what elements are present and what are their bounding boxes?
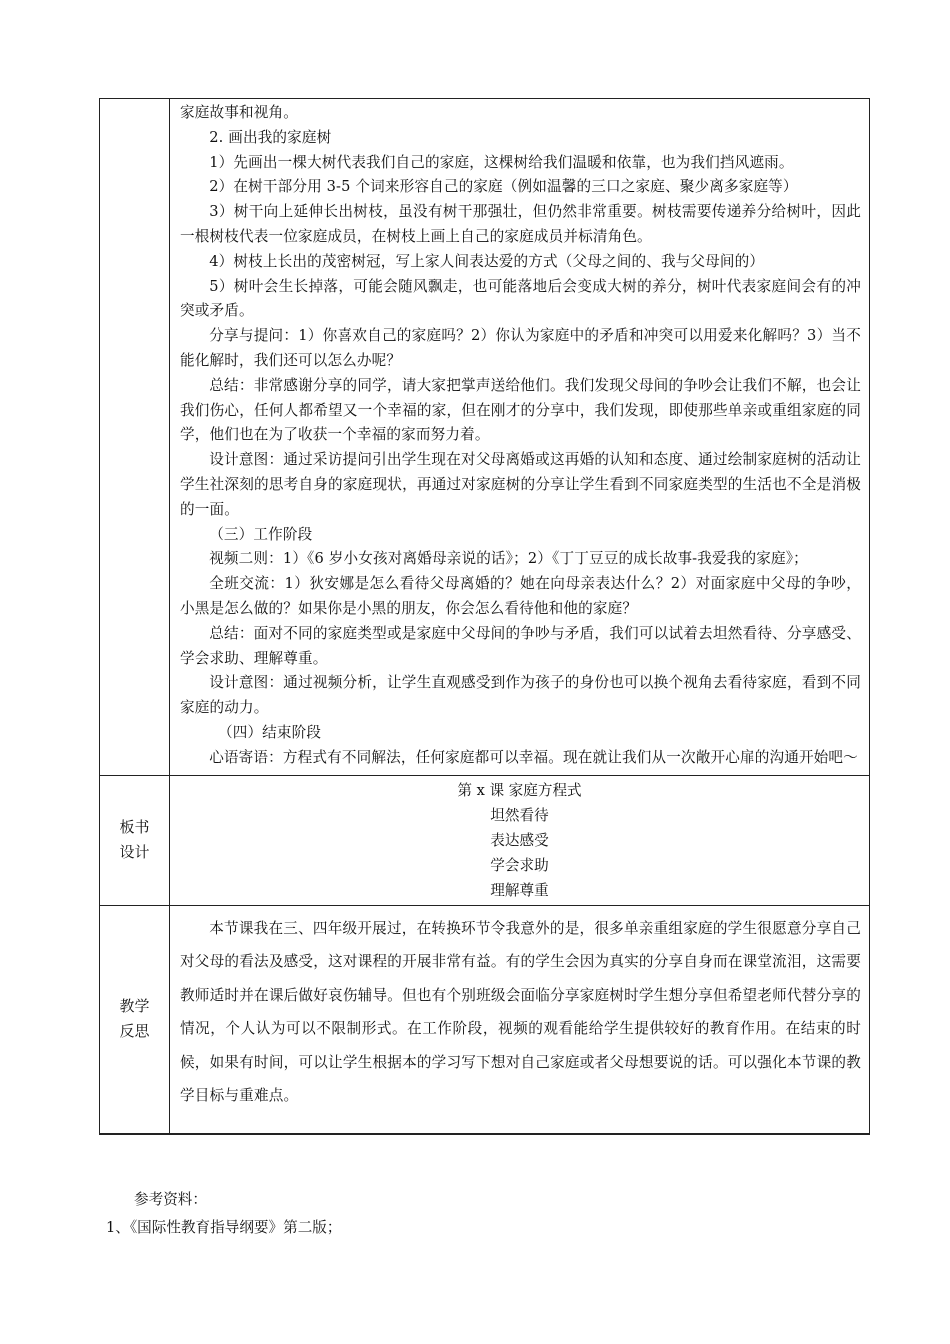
board-design-row <box>100 775 870 905</box>
board-title: 第 x 课 家庭方程式 <box>457 781 582 799</box>
section-heading: （四）结束阶段 <box>217 723 322 741</box>
reflection-row <box>100 905 870 1134</box>
activity-line: 全班交流：1）狄安娜是怎么看待父母离婚的？她在向母亲表达什么？2）对面家庭中父母的争吵，小黑是怎么做的？如果你是小黑的朋友，你会怎么看待他和他的家庭？ <box>180 575 861 617</box>
board-item: 坦然看待 <box>490 806 549 824</box>
activity-line: 心语寄语：方程式有不同解法，任何家庭都可以幸福。现在就让我们从一次敞开心扉的沟通开始吧～ <box>209 748 858 766</box>
activity-line: 3）树干向上延伸长出树枝，虽没有树干那强壮，但仍然非常重要。树枝需要传递养分给树叶，因此一根树枝代表一位家庭成员，在树枝上画上自己的家庭成员并标清角色。 <box>180 203 861 245</box>
section-heading: （三）工作阶段 <box>209 525 313 543</box>
activity-line: 5）树叶会生长掉落，可能会随风飘走，也可能落地后会变成大树的养分，树叶代表家庭间会有的冲突或矛盾。 <box>180 277 861 320</box>
activity-line: 家庭故事和视角。 <box>180 104 298 121</box>
board-item: 理解尊重 <box>490 881 549 899</box>
reflection-content <box>170 905 870 1134</box>
activity-line: 2. 画出我的家庭树 <box>209 128 332 146</box>
reflection-label <box>100 905 170 1134</box>
board-item: 学会求助 <box>490 856 549 874</box>
references-title: 参考资料： <box>134 1191 207 1208</box>
board-design-label <box>100 775 170 905</box>
activity-line: 1）先画出一棵大树代表我们自己的家庭，这棵树给我们温暖和依靠，也为我们挡风遮雨。 <box>209 153 794 171</box>
references-section <box>106 1186 342 1242</box>
activity-line: 视频二则：1）《6 岁小女孩对离婚母亲说的话》；2）《丁丁豆豆的成长故事-我爱我的家庭》； <box>209 550 808 568</box>
board-design-content <box>170 775 870 905</box>
activity-line: 总结：面对不同的家庭类型或是家庭中父母间的争吵与矛盾，我们可以试着去坦然看待、分享感受、学会求助、理解尊重。 <box>180 624 861 667</box>
board-design-label-text: 板书 设计 <box>119 818 150 862</box>
reflection-text: 本节课我在三、四年级开展过，在转换环节令我意外的是，很多单亲重组家庭的学生很愿意分享自己对父母的看法及感受，这对课程的开展非常有益。有的学生会因为真实的分享自身而在课堂流泪，这需要教师适时并在课后做好哀伤辅导。但也有个别班级会面临分享家庭树时学生想分享但希望老师代替分享的情况，个人认为可以不限制形式。在工作阶段，视频的观看能给学生提供较好的教育作用。在结束的时候，如果有时间，可以让学生根据本的学习写下想对自己家庭或者父母想要说的话。可以强化本节课的教学目标与重难点。 <box>180 919 861 1105</box>
activity-line: 分享与提问：1）你喜欢自己的家庭吗？2）你认为家庭中的矛盾和冲突可以用爱来化解吗？3）当不能化解时，我们还可以怎么办呢？ <box>180 327 861 369</box>
activity-row <box>100 99 870 776</box>
reference-item: 1、《国际性教育指导纲要》第二版； <box>106 1219 342 1236</box>
activity-line: 设计意图：通过视频分析，让学生直观感受到作为孩子的身份也可以换个视角去看待家庭，看到不同家庭的动力。 <box>180 674 861 717</box>
activity-content-cell <box>170 99 870 776</box>
activity-label-cell <box>100 99 170 776</box>
activity-line: 2）在树干部分用 3-5 个词来形容自己的家庭（例如温馨的三口之家庭、聚少离多家庭等） <box>209 178 798 196</box>
activity-line: 设计意图：通过采访提问引出学生现在对父母离婚或这再婚的认知和态度、通过绘制家庭树的活动让学生社深刻的思考自身的家庭现状，再通过对家庭树的分享让学生看到不同家庭类型的生活也不全是消极的一面。 <box>180 451 861 518</box>
board-item: 表达感受 <box>490 831 549 849</box>
lesson-plan-table <box>99 98 870 1135</box>
activity-line: 总结：非常感谢分享的同学，请大家把掌声送给他们。我们发现父母间的争吵会让我们不解，也会让我们伤心，任何人都希望又一个幸福的家，但在刚才的分享中，我们发现，即使那些单亲或重组家庭的同学，他们也在为了收获一个幸福的家而努力着。 <box>180 376 861 444</box>
reflection-label-text: 教学 反思 <box>119 997 150 1041</box>
activity-line: 4）树枝上长出的茂密树冠，写上家人间表达爱的方式（父母之间的、我与父母间的） <box>209 252 765 270</box>
